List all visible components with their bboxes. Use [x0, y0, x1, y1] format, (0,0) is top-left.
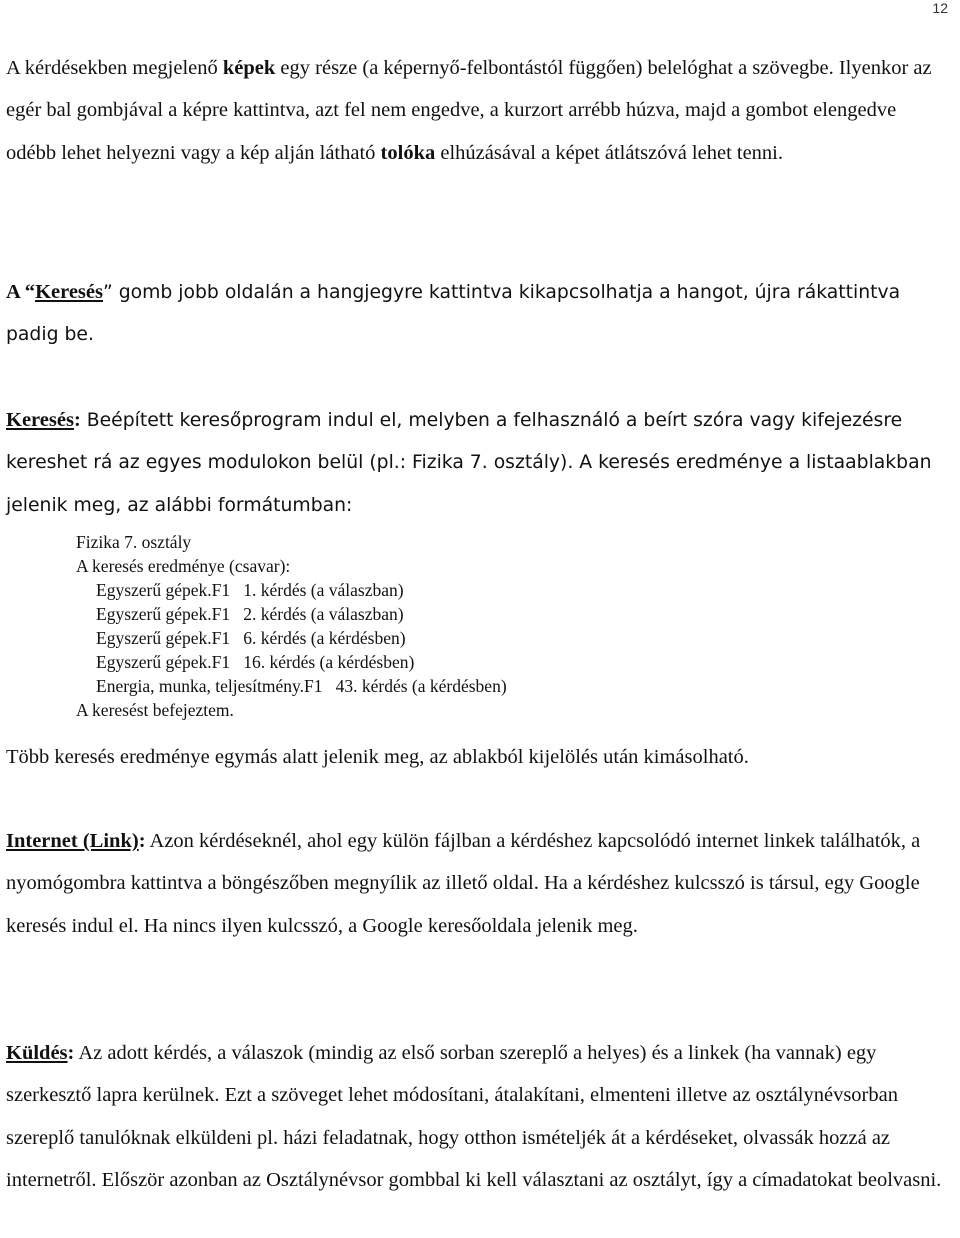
bold-term-images: képek — [222, 57, 276, 79]
send-heading: Küldés — [6, 1042, 68, 1064]
results-title: Fizika 7. osztály — [76, 532, 192, 552]
text: Beépített keresőprogram indul el, melyben a felhasználó a beírt szóra vagy kifejezésre kereshet rá az egyes modulokon belül (pl.: Fizika 7. osztály). A keresés eredménye a listaablakban jelenik meg, az alábbi formátumban: — [6, 410, 932, 516]
result-row: Egyszerű gépek.F1 16. kérdés (a kérdésben) — [96, 652, 415, 672]
results-header: A keresés eredménye (csavar): — [76, 556, 291, 576]
text: Több keresés eredménye egymás alatt jelenik meg, az ablakból kijelölés után kimásolható. — [6, 746, 749, 768]
paragraph-multiple-results — [6, 736, 951, 778]
search-heading: Keresés — [6, 409, 74, 431]
search-results-example — [76, 530, 507, 722]
text: ” gomb jobb oldalán a hangjegyre kattintva kikapcsolhatja a hangot, újra rákattintva padig be. — [6, 282, 901, 346]
text: egy része (a képernyő-felbontástól függően) belelóghat a szövegbe. Ilyenkor az egér bal gombjával a képre kattintva, azt fel nem engedve, a kurzort arrébb húzva, majd a gombot elengedve odébb lehet helyezni vagy a kép alján látható — [6, 57, 932, 164]
result-row: Egyszerű gépek.F1 6. kérdés (a kérdésben) — [96, 628, 406, 648]
results-footer: A keresést befejeztem. — [76, 700, 234, 720]
paragraph-search — [6, 399, 951, 527]
result-row: Egyszerű gépek.F1 1. kérdés (a válaszban) — [96, 580, 404, 600]
internet-link-heading: Internet (Link) — [6, 830, 139, 852]
bold-term-slider: tolóka — [380, 141, 436, 164]
paragraph-search-sound — [6, 271, 951, 357]
colon: : — [67, 1042, 75, 1064]
paragraph-images — [6, 47, 951, 174]
paragraph-internet-link — [6, 820, 951, 947]
result-row: Egyszerű gépek.F1 2. kérdés (a válaszban) — [96, 604, 404, 624]
text: Azon kérdéseknél, ahol egy külön fájlban a kérdéshez kapcsolódó internet linkek találhatók, a nyomógombra kattintva a böngészőben megnyílik az illető oldal. Ha a kérdéshez kulcsszó is társul, egy Google keresés indul el. Ha nincs ilyen kulcsszó, a Google keresőoldala jelenik meg. — [6, 830, 921, 937]
text: Az adott kérdés, a válaszok (mindig az első sorban szereplő a helyes) és a linkek (ha vannak) egy szerkesztő lapra kerülnek. Ezt a szöveget lehet módosítani, átalakítani, elmenteni illetve az osztálynévsorban szereplő tanulóknak elküldeni pl. házi feladatnak, hogy otthon ismételjék át a kérdéseket, olvassák hozzá az internetről. Először azonban az Osztálynévsor gombbal ki kell választani az osztályt, így a címadatokat beolvasni. — [6, 1042, 942, 1191]
text: A kérdésekben megjelenő — [6, 57, 223, 79]
colon: : — [138, 830, 146, 852]
search-term: Keresés — [35, 281, 103, 303]
colon: : — [73, 409, 81, 431]
text: A “ — [6, 281, 36, 303]
page-number: 12 — [932, 0, 948, 16]
result-row: Energia, munka, teljesítmény.F1 43. kérdés (a kérdésben) — [96, 676, 507, 696]
text: elhúzásával a képet átlátszóvá lehet tenni. — [435, 141, 784, 164]
paragraph-send — [6, 1032, 951, 1201]
